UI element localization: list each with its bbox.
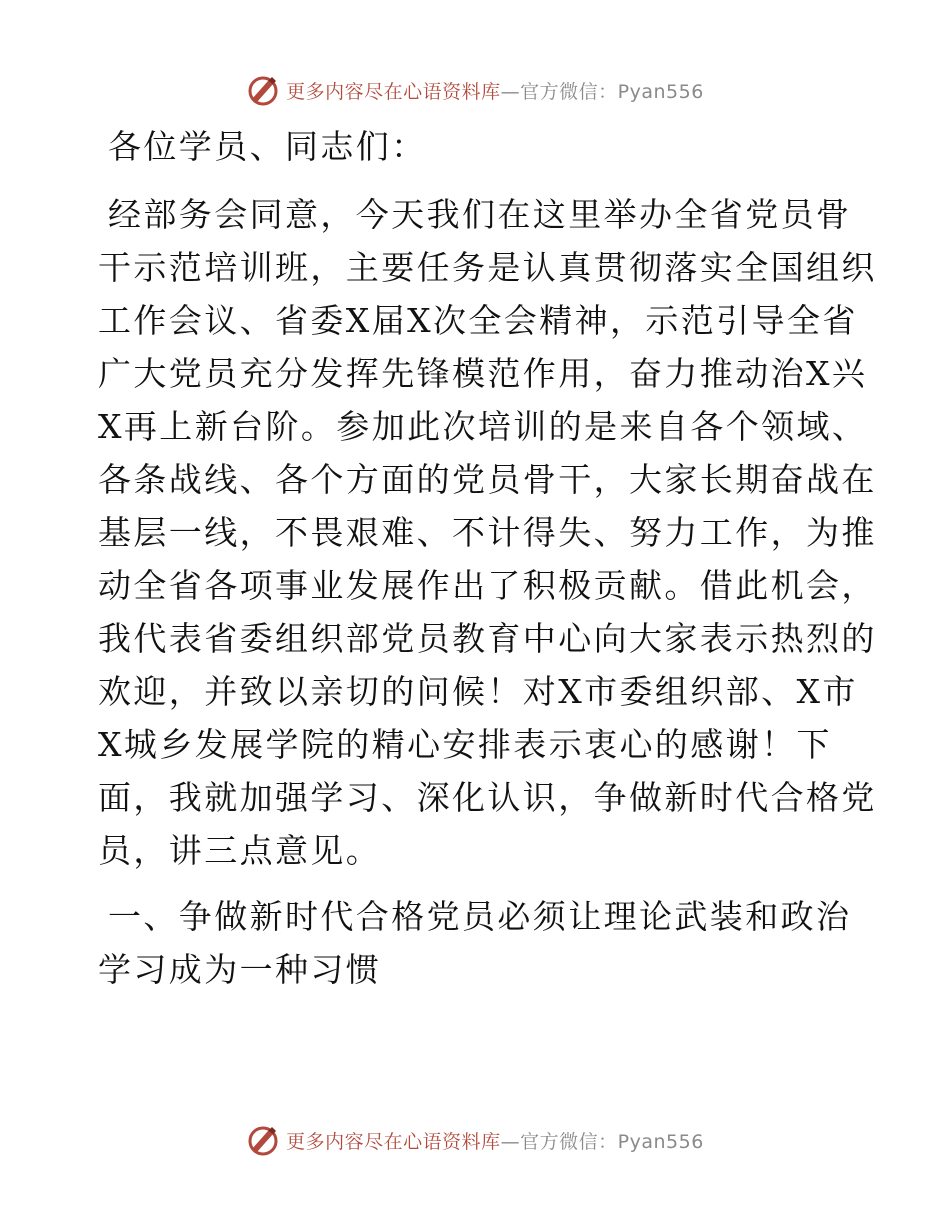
paragraph-line: 动全省各项事业发展作出了积极贡献。借此机会， [98, 566, 877, 605]
paragraph-line: 面，我就加强学习、深化认识，争做新时代合格党 [98, 778, 877, 817]
paragraph-line: 各条战线、各个方面的党员骨干，大家长期奋战在 [98, 460, 877, 499]
paragraph-line: 欢迎，并致以亲切的问候！对X市委组织部、X市 [98, 672, 858, 711]
paragraph-line: 经部务会同意，今天我们在这里举办全省党员骨 [108, 195, 852, 234]
heading-line: 学习成为一种习惯 [98, 950, 382, 989]
paragraph-line: 员，讲三点意见。 [98, 831, 382, 870]
paragraph-line: X城乡发展学院的精心安排表示衷心的感谢！下 [98, 725, 832, 764]
pen-circle-icon [246, 1123, 280, 1157]
paragraph-line: 干示范培训班，主要任务是认真贯彻落实全国组织 [98, 248, 877, 287]
watermark-text: 更多内容尽在心语资料库—官方微信：Pyan556 [286, 80, 704, 103]
watermark-text: 更多内容尽在心语资料库—官方微信：Pyan556 [286, 1130, 704, 1153]
paragraph-line: 我代表省委组织部党员教育中心向大家表示热烈的 [98, 619, 877, 658]
paragraph-line: 基层一线，不畏艰难、不计得失、努力工作，为推 [98, 513, 877, 552]
header-watermark [0, 70, 950, 110]
footer-watermark [0, 1120, 950, 1160]
paragraph-line: X再上新台阶。参加此次培训的是来自各个领域、 [98, 407, 868, 446]
paragraph-line: 广大党员充分发挥先锋模范作用，奋力推动治X兴 [98, 354, 868, 393]
salutation: 各位学员、同志们： [108, 127, 427, 166]
heading-line: 一、争做新时代合格党员必须让理论武装和政治 [108, 897, 852, 936]
section-heading-1 [98, 894, 858, 993]
paragraph-line: 工作会议、省委X届X次全会精神，示范引导全省 [98, 301, 858, 340]
document-body [98, 124, 877, 1000]
pen-circle-icon [246, 73, 280, 107]
paragraph-1 [98, 192, 877, 874]
